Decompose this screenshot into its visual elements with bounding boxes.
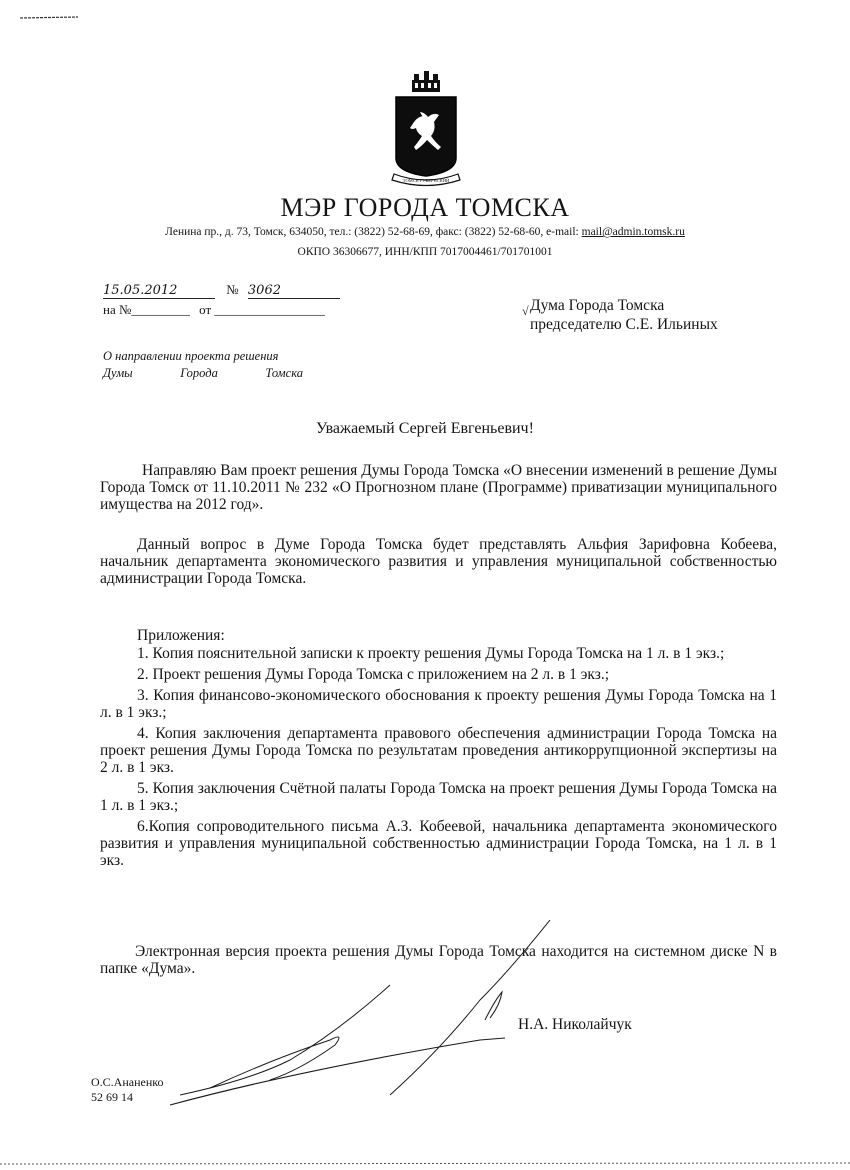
address-text: Ленина пр., д. 73, Томск, 634050, тел.: (3822) 52-68-69, факс: (3822) 52-68-60, e-mail: [165, 226, 582, 238]
letter-subject [103, 348, 303, 382]
list-item: 2. Проект решения Думы Города Томска с приложением на 2 л. в 1 экз.; [137, 666, 610, 683]
crown-icon [412, 71, 440, 92]
email-link[interactable]: mail@admin.tomsk.ru [581, 226, 685, 238]
reference-from-label: от [199, 302, 212, 317]
paragraph-1: Направляю Вам проект решения Думы Города Томска «О внесении изменений в решение Думы Города Томск от 11.10.2011 № 232 «О Прогнозном плане (Программе) приватизации муниципального имущества на 2012 год». [100, 462, 777, 513]
greeting: Уважаемый Сергей Евгеньевич! [316, 420, 534, 437]
list-item: 5. Копия заключения Счётной палаты Города Томска на проект решения Думы Города Томска на 1 л. в 1 экз.; [100, 780, 777, 814]
executor-name: О.С.Ананенко [91, 1075, 164, 1089]
handwritten-number: 3062 [248, 283, 340, 299]
number-label: № [226, 282, 239, 297]
check-mark-icon: √ [522, 304, 529, 318]
addressee-person: председателю С.Е. Ильиных [530, 316, 718, 333]
contact-address [0, 226, 850, 238]
reference-on-blank: _________ [131, 302, 190, 317]
paragraph-2: Данный вопрос в Думе Города Томска будет представлять Альфия Зарифовна Кобеева, начальник департамента экономического развития и управления муниципальной собственностью администрации Города Томска. [100, 536, 777, 587]
list-item: 6.Копия сопроводительного письма А.З. Кобеевой, начальника департамента экономического развития и управления муниципальной собственностью администрации Города Томска, на 1 л. в 1 экз. [100, 818, 777, 869]
reference-row [103, 302, 325, 318]
executor-phone: 52 69 14 [91, 1090, 133, 1104]
crest-motto-text: ТОМСК ГУБЕРНСКИЙ [402, 178, 450, 183]
list-item: 1. Копия пояснительной записки к проекту решения Думы Города Томска на 1 л. в 1 экз.; [137, 645, 725, 662]
list-item: 3. Копия финансово-экономического обоснования к проекту решения Думы Города Томска на 1 л. в 1 экз.; [100, 687, 777, 721]
addressee-block [522, 296, 718, 334]
page-title: МЭР ГОРОДА ТОМСКА [280, 193, 570, 222]
handwritten-date: 15.05.2012 [103, 283, 215, 299]
reference-on-label: на № [103, 302, 132, 317]
attachments-heading: Приложения: [137, 627, 225, 644]
scan-edge-line [0, 1160, 850, 1170]
subject-word-1: Думы [103, 366, 133, 380]
signer-name: Н.А. Николайчук [518, 1016, 632, 1033]
list-item: 4. Копия заключения департамента правового обеспечения администрации Города Томска на проект решения Думы Города Томска по результатам проведения антикоррупционной экспертизы на 2 л. в 1 экз. [100, 725, 777, 776]
scan-mark [20, 16, 78, 20]
subject-word-3: Томска [265, 366, 303, 380]
paragraph-3: Электронная версия проекта решения Думы Города Томска находится на системном диске N в папке «Дума». [100, 943, 777, 977]
handwritten-signature [150, 920, 570, 1120]
addressee-organization: Дума Города Томска [530, 297, 665, 314]
registration-number-row [103, 282, 340, 299]
organization-codes: ОКПО 36306677, ИНН/КПП 7017004461/701701001 [297, 246, 553, 258]
subject-line-1: О направлении проекта решения [103, 349, 279, 363]
executor-info [91, 1075, 163, 1105]
reference-from-blank: _________________ [214, 302, 325, 317]
subject-word-2: Города [180, 366, 218, 380]
tomsk-crest-emblem [384, 70, 468, 192]
attachments-list [100, 645, 777, 873]
